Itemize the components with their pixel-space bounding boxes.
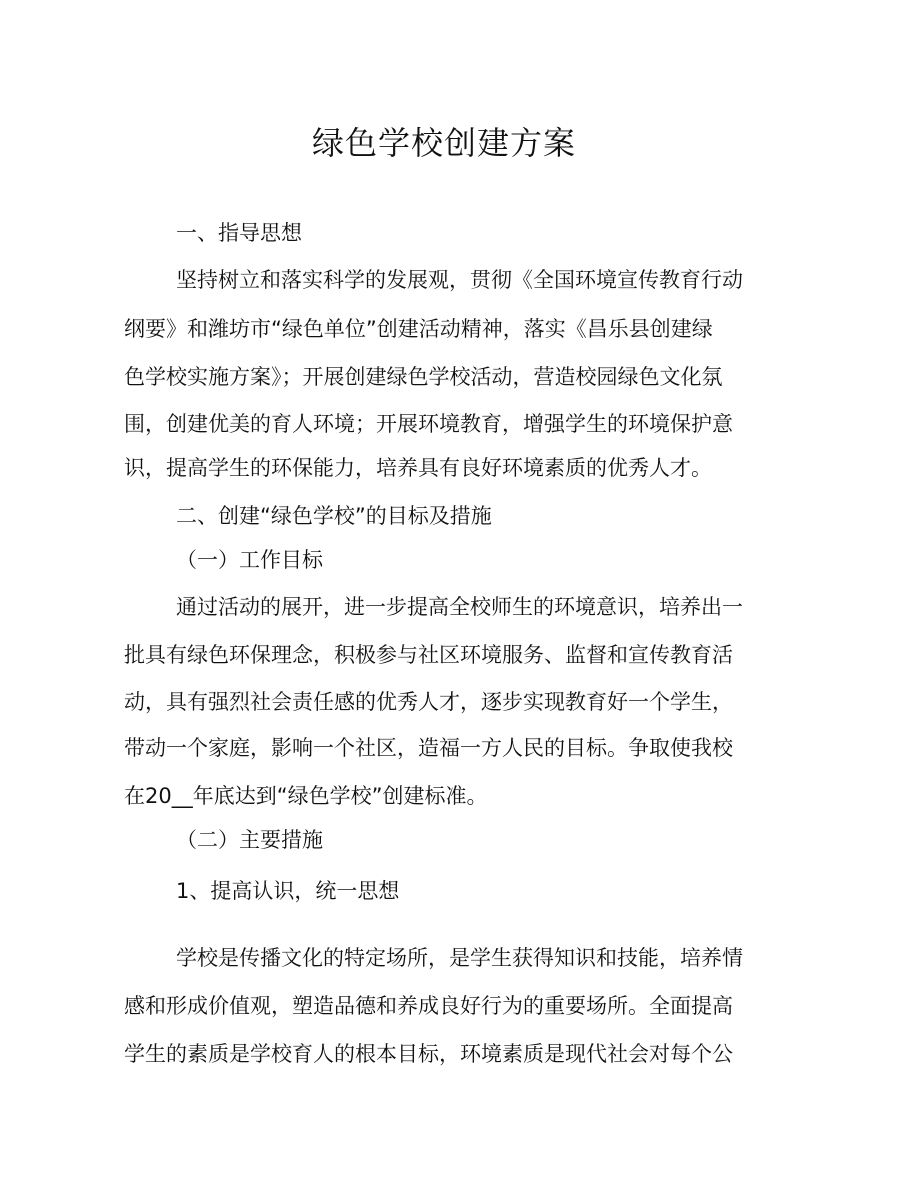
section-heading-goals-measures: 二、创建“绿色学校”的目标及措施 [176,504,492,528]
paragraph-line: 纲要》和潍坊市“绿色单位”创建活动精神，落实《昌乐县创建绿 [124,317,713,341]
paragraph-line: 坚持树立和落实科学的发展观，贯彻《全国环境宣传教育行动 [176,268,743,292]
document-title: 绿色学校创建方案 [311,124,576,162]
paragraph-line: 带动一个家庭，影响一个社区，造福一方人民的目标。争取使我校 [124,736,733,760]
paragraph-line: 色学校实施方案》；开展创建绿色学校活动，营造校园绿色文化氛 [124,365,723,389]
paragraph-line: 学生的素质是学校育人的根本目标，环境素质是现代社会对每个公 [124,1042,733,1066]
item-heading-raise-awareness: 1、提高认识，统一思想 [176,879,400,903]
paragraph-line: 识，提高学生的环保能力，培养具有良好环境素质的优秀人才。 [124,456,712,480]
paragraph-line: 在20__年底达到“绿色学校”创建标准。 [124,784,488,808]
subsection-heading-work-goals: （一）工作目标 [176,548,323,572]
paragraph-line: 感和形成价值观，塑造品德和养成良好行为的重要场所。全面提高 [124,994,733,1018]
paragraph-line: 动，具有强烈社会责任感的优秀人才，逐步实现教育好一个学生， [124,690,733,714]
subsection-heading-main-measures: （二）主要措施 [176,828,323,852]
paragraph-line: 学校是传播文化的特定场所，是学生获得知识和技能，培养情 [176,946,743,970]
paragraph-line: 通过活动的展开，进一步提高全校师生的环境意识，培养出一 [176,595,743,619]
paragraph-line: 围，创建优美的育人环境；开展环境教育，增强学生的环境保护意 [124,412,733,436]
section-heading-guiding-thought: 一、指导思想 [176,221,302,245]
paragraph-line: 批具有绿色环保理念，积极参与社区环境服务、监督和宣传教育活 [124,643,733,667]
